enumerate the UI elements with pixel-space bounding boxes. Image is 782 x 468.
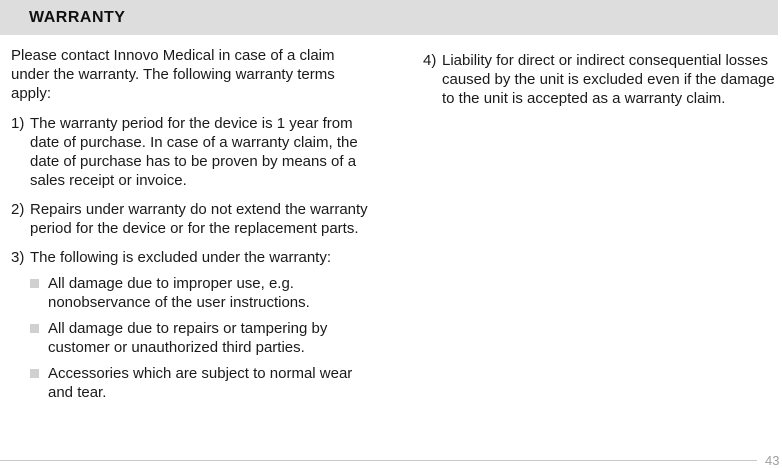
exclusion-item [30, 319, 371, 357]
intro-paragraph: Please contact Innovo Medical in case of a claim under the warranty. The following warranty terms apply: [11, 47, 335, 102]
square-bullet-icon [30, 279, 39, 288]
exclusion-text: Accessories which are subject to normal wear and tear. [48, 365, 353, 401]
page-number: 43 [765, 453, 780, 468]
section-title: WARRANTY [29, 9, 126, 26]
right-column [423, 51, 777, 118]
term-number: 2) [11, 201, 25, 218]
exclusion-text: All damage due to improper use, e.g. nonobservance of the user instructions. [48, 275, 310, 311]
square-bullet-icon [30, 324, 39, 333]
section-header-bar [0, 0, 778, 35]
term-text: Repairs under warranty do not extend the warranty period for the device or for the replacement parts. [30, 201, 368, 237]
warranty-term-2 [11, 200, 371, 238]
term-number: 4) [423, 52, 437, 69]
term-number: 3) [11, 249, 25, 266]
term-text: The warranty period for the device is 1 year from date of purchase. In case of a warranty claim, the date of purchase has to be proven by means of a sales receipt or invoice. [30, 115, 358, 189]
square-bullet-icon [30, 369, 39, 378]
left-column [11, 46, 371, 412]
term-number: 1) [11, 115, 25, 132]
term-text: Liability for direct or indirect consequential losses caused by the unit is excluded even if the damage to the unit is accepted as a warranty claim. [442, 52, 775, 107]
exclusion-item [30, 274, 371, 312]
warranty-term-3 [11, 248, 371, 402]
term-text: The following is excluded under the warranty: [30, 249, 331, 266]
warranty-term-4 [423, 51, 777, 108]
footer-divider [0, 460, 757, 461]
warranty-term-1 [11, 114, 371, 190]
exclusion-list [30, 274, 371, 402]
exclusion-item [30, 364, 371, 402]
exclusion-text: All damage due to repairs or tampering by customer or unauthorized third parties. [48, 320, 328, 356]
